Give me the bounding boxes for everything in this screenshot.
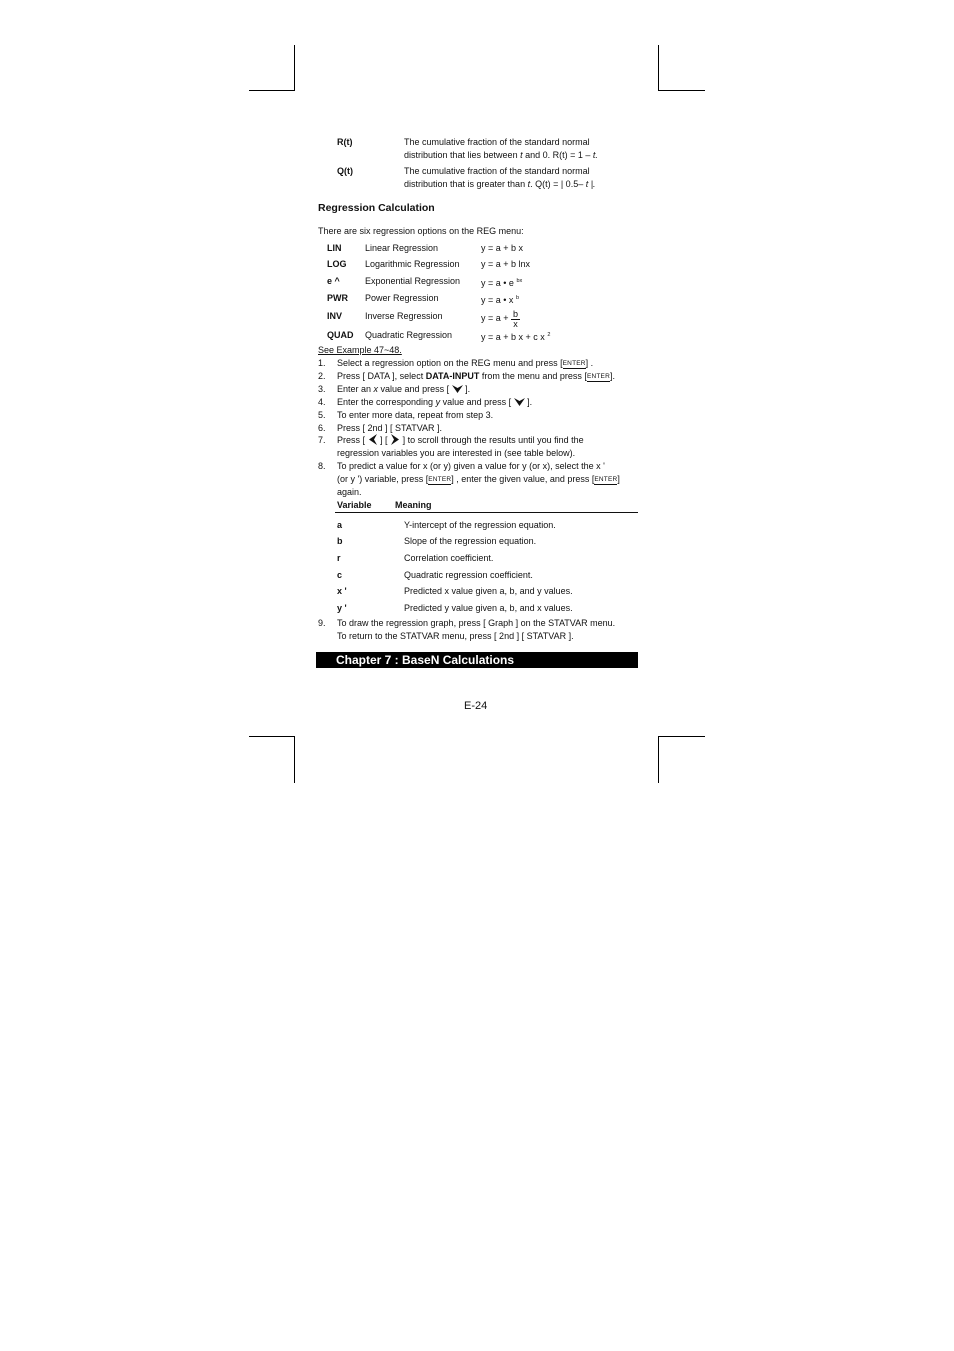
regression-key: INV <box>327 311 343 321</box>
table-cell-variable: r <box>337 553 341 563</box>
crop-mark-bottom-left-h <box>249 736 295 737</box>
table-cell-meaning: Predicted y value given a, b, and x values. <box>404 603 573 613</box>
step-text: Press [ 2nd ] [ STATVAR ]. <box>337 423 443 433</box>
section-title: Regression Calculation <box>318 202 435 214</box>
table-cell-variable: y ' <box>337 603 347 613</box>
table-header-rule <box>335 512 638 513</box>
definition-desc-line2: distribution that lies between t and 0. R(t) = 1 – t. <box>404 150 598 160</box>
table-cell-variable: x ' <box>337 586 347 596</box>
regression-key: QUAD <box>327 330 354 340</box>
definition-desc: The cumulative fraction of the standard normal <box>404 166 590 176</box>
regression-key: e ^ <box>327 276 340 286</box>
regression-name: Inverse Regression <box>365 311 443 321</box>
table-cell-meaning: Predicted x value given a, b, and y values. <box>404 586 573 596</box>
step-text: To enter more data, repeat from step 3. <box>337 410 494 420</box>
enter-key-icon: ENTER <box>586 373 610 380</box>
crop-mark-bottom-right-v <box>658 736 659 783</box>
table-header-meaning: Meaning <box>395 500 432 510</box>
step-text: Select a regression option on the REG menu and press [ENTER] . <box>337 358 594 368</box>
page-number: E-24 <box>464 700 488 712</box>
regression-name: Exponential Regression <box>365 276 461 286</box>
step-text: Press [ DATA ], select DATA-INPUT from the menu and press [ENTER]. <box>337 371 615 381</box>
step-number: 3. <box>318 384 326 394</box>
definition-desc: The cumulative fraction of the standard normal <box>404 137 590 147</box>
intro-text: There are six regression options on the REG menu: <box>318 226 524 236</box>
step-text: Press [ ] [ ] to scroll through the results until you find the regression variables you are interested in (see table below). <box>337 435 584 458</box>
table-cell-meaning: Correlation coefficient. <box>404 553 494 563</box>
regression-name: Quadratic Regression <box>365 330 453 340</box>
chapter-banner <box>316 652 638 668</box>
enter-key-icon: ENTER <box>594 476 618 483</box>
regression-formula: y = a + b x <box>481 243 524 253</box>
regression-formula: y = a + b lnx <box>481 259 531 269</box>
step-number: 1. <box>318 358 326 368</box>
step-number: 9. <box>318 618 326 628</box>
regression-name: Power Regression <box>365 293 439 303</box>
crop-mark-top-right-v <box>658 45 659 91</box>
regression-key: LIN <box>327 243 342 253</box>
table-header-variable: Variable <box>337 500 372 510</box>
step-text: To predict a value for x (or y) given a value for y (or x), select the x ' (or y ') variable, press [ENTER] , enter the given value, and press [ENTER] again. <box>337 461 620 497</box>
step-text: To draw the regression graph, press [ Graph ] on the STATVAR menu. To return to the STATVAR menu, press [ 2nd ] [ STATVAR ]. <box>337 618 616 641</box>
step-text: Enter an x value and press [ ]. <box>337 384 471 394</box>
crop-mark-top-left-v <box>294 45 295 91</box>
right-arrow-icon <box>390 434 400 445</box>
table-cell-meaning: Slope of the regression equation. <box>404 536 537 546</box>
step-number: 5. <box>318 410 326 420</box>
crop-mark-top-left-h <box>249 90 295 91</box>
regression-key: PWR <box>327 293 348 303</box>
step-number: 8. <box>318 461 326 471</box>
down-arrow-icon <box>452 384 463 394</box>
table-cell-meaning: Quadratic regression coefficient. <box>404 570 533 580</box>
step-number: 4. <box>318 397 326 407</box>
enter-key-icon: ENTER <box>428 476 452 483</box>
step-text: Enter the corresponding y value and press [ ]. <box>337 397 533 407</box>
regression-formula: y = a + b x + c x $^2$ <box>481 332 551 342</box>
regression-formula: y = a • x $^b$ <box>481 295 519 305</box>
fraction: $\frac{b}{x}$ <box>513 309 519 329</box>
regression-key: LOG <box>327 259 347 269</box>
table-cell-variable: b <box>337 536 343 546</box>
crop-mark-bottom-right-h <box>658 736 705 737</box>
step-number: 7. <box>318 435 326 445</box>
regression-name: Logarithmic Regression <box>365 259 460 269</box>
definition-desc-line2: distribution that is greater than t. Q(t) = | 0.5– t |. <box>404 179 596 189</box>
step-number: 6. <box>318 423 326 433</box>
crop-mark-top-right-h <box>658 90 705 91</box>
chapter-title: Chapter 7 : BaseN Calculations <box>336 653 515 667</box>
enter-key-icon: ENTER <box>562 360 586 367</box>
regression-formula: y = a + $\frac{b}{x}$ <box>481 309 519 329</box>
down-arrow-icon <box>514 397 525 407</box>
table-cell-meaning: Y-intercept of the regression equation. <box>404 520 556 530</box>
regression-name: Linear Regression <box>365 243 439 253</box>
definition-term: Q(t) <box>337 166 353 176</box>
table-cell-variable: c <box>337 570 343 580</box>
see-example-link[interactable]: See Example 47~48. <box>318 345 402 355</box>
step-number: 2. <box>318 371 326 381</box>
left-arrow-icon <box>368 434 378 445</box>
definition-term: R(t) <box>337 137 353 147</box>
table-cell-variable: a <box>337 520 343 530</box>
crop-mark-bottom-left-v <box>294 736 295 783</box>
regression-formula: y = a • e $^{bx}$ <box>481 278 523 288</box>
